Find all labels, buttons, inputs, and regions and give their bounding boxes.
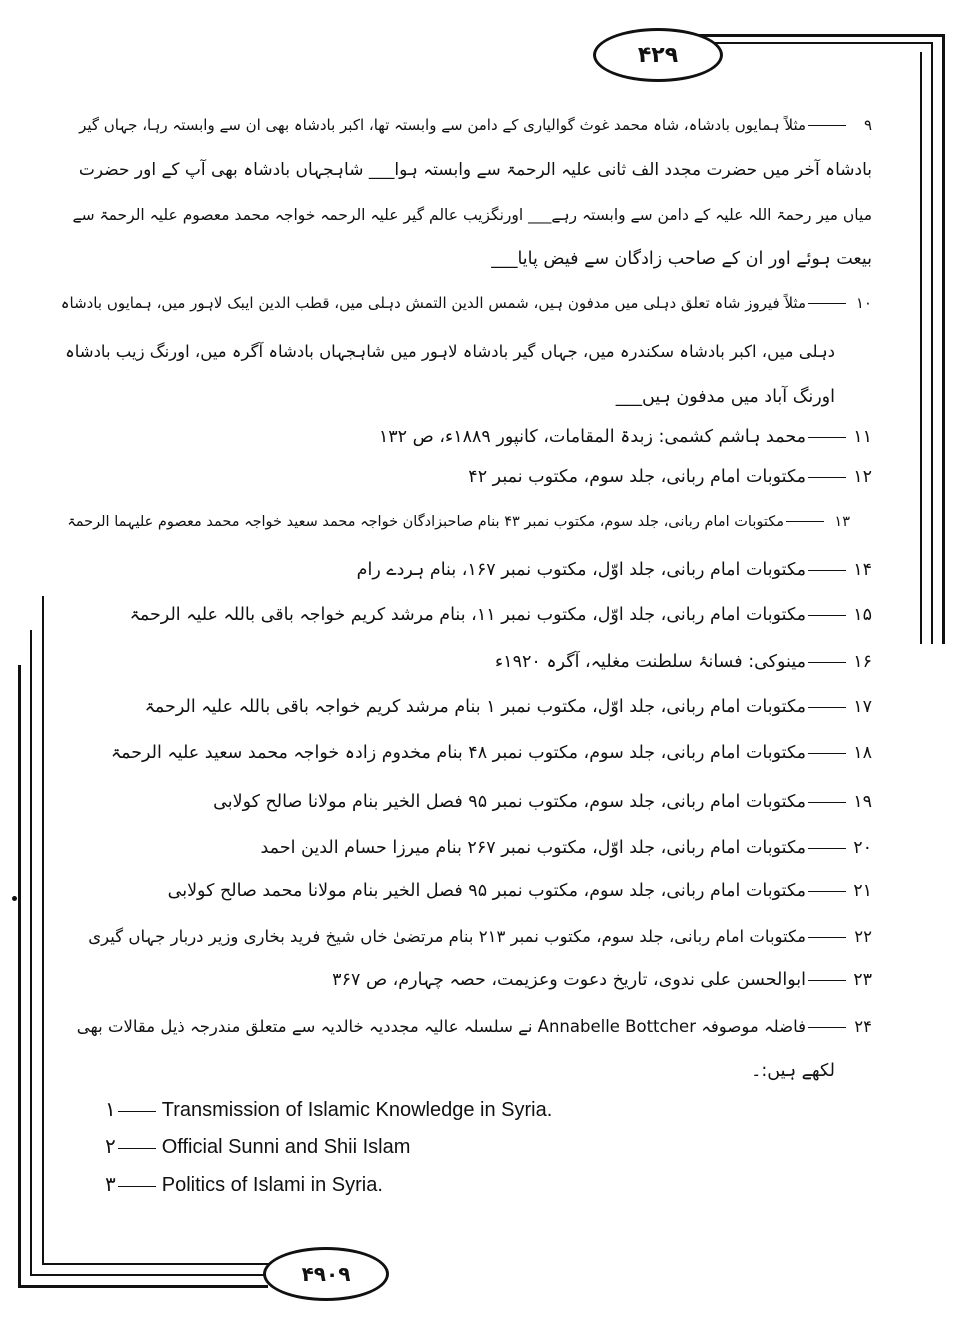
frame-bottom-line-inner [30,1274,270,1276]
note-9-line-1 [79,110,872,140]
note-text: مینوکی: فسانۂ سلطنت مغلیہ، آگرہ ۱۹۲۰ء [494,652,806,672]
note-rule [808,937,846,938]
note-number: ۲۴ [854,1017,872,1036]
article-rule [118,1186,156,1187]
article-number: ۱ [105,1099,116,1121]
frame-left-line-outer [18,665,21,1287]
note-14 [357,555,872,585]
note-text: مکتوبات امام ربانی، جلد اوّل، مکتوب نمبر ۱۱، بنام مرشد کریم خواجہ باقی باللہ علیہ الرحمۃ [129,605,806,625]
note-21 [168,876,872,906]
frame-right-line-outer [942,34,945,644]
top-page-number-text: ۴۲۹ [637,42,679,68]
note-11 [379,422,872,452]
note-number: ۱۲ [853,467,872,487]
note-10-line-3 [616,382,835,412]
note-12 [468,462,872,492]
note-24-line-1 [77,1012,872,1042]
article-title: Official Sunni and Shii Islam [161,1136,411,1158]
article-item-1 [105,1097,552,1123]
note-text: دہلی میں، اکبر بادشاہ سکندرہ میں، جہاں گیر بادشاہ لاہور میں شاہجہاں بادشاہ آگرہ میں، اورنگ زیب بادشاہ [65,342,835,361]
margin-dot [12,896,17,901]
note-rule [808,980,846,981]
note-number: ۱۳ [834,514,850,530]
note-number: ۲۲ [854,927,872,946]
note-text: اورنگ آباد میں مدفون ہیں___ [615,387,835,407]
note-text: لکھے ہیں:۔ [751,1061,835,1081]
note-rule [808,848,846,849]
note-number: ۲۰ [853,838,872,858]
note-number: ۱۰ [855,294,872,312]
note-15 [130,600,872,630]
note-number: ۹ [863,116,872,134]
note-9-line-3 [73,200,872,230]
note-text: مثلاً فیروز شاہ تعلق دہلی میں مدفون ہیں، شمس الدین التمش دہلی میں، قطب الدین ایبک لاہور میں، ہمایوں بادشاہ [60,294,806,312]
note-text: فاضلہ موصوفہ Annabelle Bottcher نے سلسلہ عالیہ مجددیہ خالدیہ سے متعلق مندرجہ ذیل مقالات بھی [76,1017,806,1036]
note-rule [808,437,846,438]
frame-left-line-inner2 [42,596,44,1264]
bottom-page-number [263,1247,389,1301]
note-rule [808,1027,846,1028]
note-rule [808,802,846,803]
top-page-number [593,28,723,82]
note-number: ۱۷ [853,697,872,717]
note-19 [213,787,872,817]
note-22 [88,922,872,952]
note-18 [111,738,872,768]
note-text: میاں میر رحمۃ اللہ علیہ کے دامن سے وابستہ رہے___ اورنگزیب عالم گیر علیہ الرحمہ خواجہ محمد معصوم علیہ الرحمۃ سے [72,206,872,224]
note-10-line-2 [65,337,835,367]
frame-right-line-inner2 [920,52,922,644]
frame-bottom-line-outer [18,1285,268,1288]
note-number: ۲۳ [853,970,872,990]
bottom-page-number-text: ۴۹۰۹ [301,1262,351,1286]
note-text: مکتوبات امام ربانی، جلد سوم، مکتوب نمبر ۴۸ بنام مخدوم زادہ خواجہ محمد سعید علیہ الرحمۃ [110,743,806,763]
note-rule [808,303,846,304]
article-title: Transmission of Islamic Knowledge in Syria. [161,1099,553,1121]
frame-bottom-line-inner2 [42,1263,272,1265]
article-number: ۳ [105,1174,116,1196]
note-16 [495,647,872,677]
note-rule [808,707,846,708]
note-number: ۱۶ [853,652,872,672]
note-9-line-4 [491,244,872,274]
article-item-3 [105,1172,383,1198]
note-rule [786,521,824,522]
note-number: ۱۱ [853,427,872,447]
article-title: Politics of Islami in Syria. [161,1174,383,1196]
frame-left-line-inner [30,630,32,1275]
note-17 [145,692,872,722]
frame-right-line-inner [931,42,933,644]
note-rule [808,125,846,126]
note-number: ۱۴ [853,560,872,580]
note-rule [808,477,846,478]
note-rule [808,570,846,571]
note-9-line-2 [79,155,872,185]
article-item-2 [105,1134,410,1160]
note-text: مکتوبات امام ربانی، جلد اوّل، مکتوب نمبر ۲۶۷ بنام میرزا حسام الدین احمد [260,838,806,858]
note-number: ۱۵ [853,605,872,625]
note-text: مثلاً ہمایوں بادشاہ، شاہ محمد غوث گوالیاری کے دامن سے وابستہ تھا، اکبر بادشاہ بھی ان سے وابستہ رہا، جہاں گیر [79,116,806,134]
note-text: محمد ہاشم کشمی: زبدۃ المقامات، کانپور ۱۸۸۹ء، ص ۱۳۲ [378,427,806,447]
note-text: مکتوبات امام ربانی، جلد اوّل، مکتوب نمبر ۱ بنام مرشد کریم خواجہ باقی باللہ علیہ الرحمۃ [144,697,806,717]
note-text: مکتوبات امام ربانی، جلد سوم، مکتوب نمبر ۲۱۳ بنام مرتضیٰ خاں شیخ فرید بخاری وزیر دربار جہاں گیری [88,927,806,946]
note-text: مکتوبات امام ربانی، جلد سوم، مکتوب نمبر ۴۲ [468,467,806,487]
note-text: بادشاہ آخر میں حضرت مجدد الف ثانی علیہ الرحمۃ سے وابستہ ہوا___ شاہجہاں بادشاہ بھی آپ کے اور حضرت [78,160,872,180]
article-rule [118,1148,156,1149]
note-rule [808,615,846,616]
note-20 [261,833,873,863]
note-text: مکتوبات امام ربانی، جلد سوم، مکتوب نمبر ۹۵ فصل الخیر بنام مولانا صالح کولابی [213,792,806,812]
note-rule [808,662,846,663]
article-number: ۲ [105,1136,116,1158]
article-rule [118,1111,156,1112]
note-10-line-1 [61,288,872,318]
note-text: مکتوبات امام ربانی، جلد سوم، مکتوب نمبر ۹۵ فصل الخیر بنام مولانا محمد صالح کولابی [167,881,806,901]
note-text: ابوالحسن علی ندوی، تاریخ دعوت وعزیمت، حصہ چہارم، ص ۳۶۷ [332,970,806,990]
note-text: مکتوبات امام ربانی، جلد سوم، مکتوب نمبر ۴۳ بنام صاحبزادگان خواجہ محمد سعید خواجہ محمد معصوم علیہما الرحمۃ [67,514,784,530]
note-text: بیعت ہوئے اور ان کے صاحب زادگان سے فیض پایا___ [491,249,872,269]
note-text: مکتوبات امام ربانی، جلد اوّل، مکتوب نمبر ۱۶۷، بنام ہردے رام [356,560,806,580]
note-24-line-2 [751,1056,835,1086]
note-number: ۱۹ [853,792,872,812]
note-number: ۱۸ [853,743,872,763]
note-rule [808,753,846,754]
note-number: ۲۱ [853,881,872,901]
note-rule [808,891,846,892]
note-13 [67,507,850,537]
note-23 [332,965,872,995]
